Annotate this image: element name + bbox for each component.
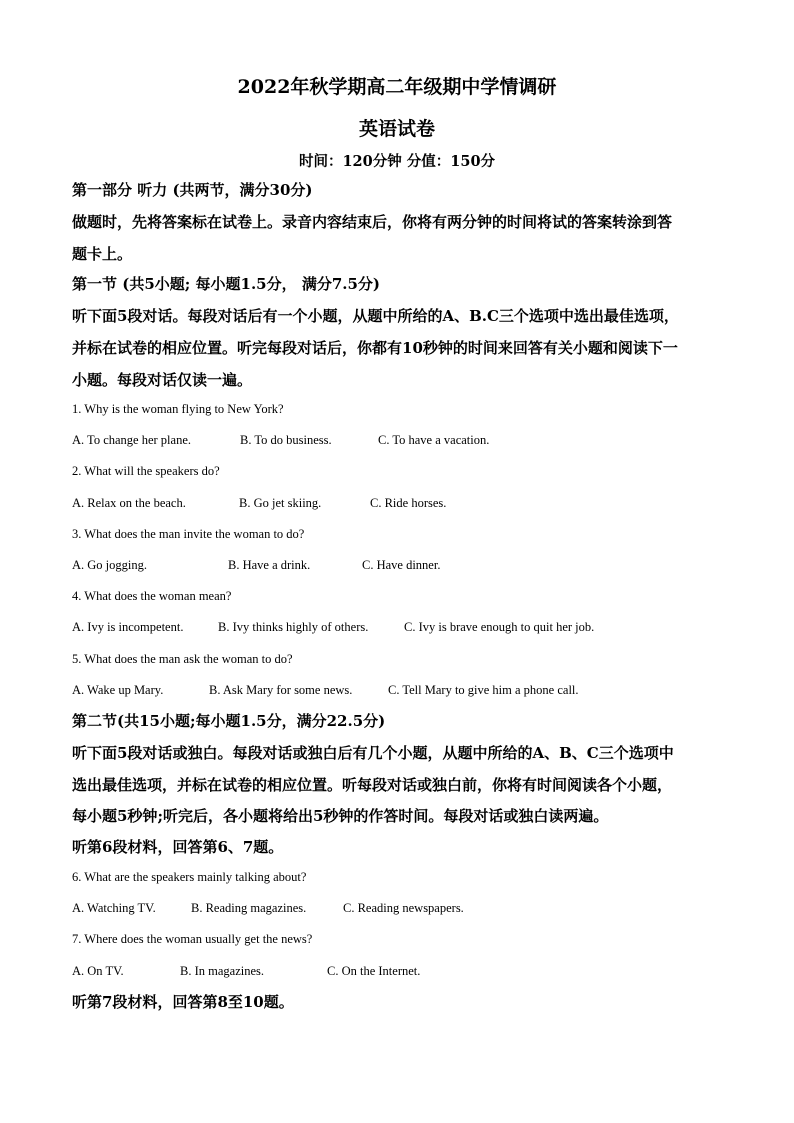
material-7-heading: 听第7段材料，回答第8至10题。 xyxy=(72,993,294,1011)
question-stem: 1. Why is the woman flying to New York? xyxy=(72,402,284,416)
section1-instruction-line: 并标在试卷的相应位置。听完每段对话后，你都有10秒钟的时间来回答有关小题和阅读下一 xyxy=(72,339,678,357)
section2-instruction-line: 每小题5秒钟;听完后，各小题将给出5秒钟的作答时间。每段对话或独白读两遍。 xyxy=(72,807,609,825)
option-c: C. Ivy is brave enough to quit her job. xyxy=(404,620,595,634)
option-b: B. Have a drink. xyxy=(228,558,311,572)
question-stem: 5. What does the man ask the woman to do? xyxy=(72,652,293,666)
question-stem: 7. Where does the woman usually get the news? xyxy=(72,932,313,946)
exam-subtitle: 英语试卷 xyxy=(358,118,435,140)
option-c: C. Tell Mary to give him a phone call. xyxy=(388,683,579,697)
part1-instruction-line: 做题时，先将答案标在试卷上。录音内容结束后，你将有两分钟的时间将试的答案转涂到答 xyxy=(72,213,673,231)
question-stem: 3. What does the man invite the woman to do? xyxy=(72,527,305,541)
option-b: B. Go jet skiing. xyxy=(239,496,322,510)
option-c: C. On the Internet. xyxy=(327,964,421,978)
section2-heading: 第二节(共15小题;每小题1.5分，满分22.5分) xyxy=(72,712,386,730)
option-c: C. Reading newspapers. xyxy=(343,901,464,915)
option-c: C. Ride horses. xyxy=(370,496,447,510)
section1-instruction-line: 听下面5段对话。每段对话后有一个小题，从题中所给的A、B.C三个选项中选出最佳选项， xyxy=(72,307,679,325)
part1-heading: 第一部分 听力 (共两节，满分30分) xyxy=(72,181,313,199)
option-a: A. Go jogging. xyxy=(72,558,147,572)
exam-time-score: 时间：120分钟 分值：150分 xyxy=(298,153,496,170)
option-a: A. Ivy is incompetent. xyxy=(72,620,184,634)
section1-heading: 第一节 (共5小题; 每小题1.5分， 满分7.5分) xyxy=(72,275,381,293)
material-6-heading: 听第6段材料，回答第6、7题。 xyxy=(72,838,284,856)
question-stem: 4. What does the woman mean? xyxy=(72,589,232,603)
question-stem: 2. What will the speakers do? xyxy=(72,464,220,478)
option-c: C. Have dinner. xyxy=(362,558,441,572)
option-a: A. Wake up Mary. xyxy=(72,683,164,697)
option-a: A. Watching TV. xyxy=(72,901,156,915)
question-stem: 6. What are the speakers mainly talking about? xyxy=(72,870,307,884)
section2-instruction-line: 听下面5段对话或独白。每段对话或独白后有几个小题，从题中所给的A、B、C三个选项中 xyxy=(72,744,674,762)
option-c: C. To have a vacation. xyxy=(378,433,490,447)
section1-instruction-line: 小题。每段对话仅读一遍。 xyxy=(72,371,253,389)
option-b: B. Ivy thinks highly of others. xyxy=(218,620,369,634)
part1-instruction-line: 题卡上。 xyxy=(72,245,133,263)
option-b: B. Reading magazines. xyxy=(191,901,307,915)
option-b: B. In magazines. xyxy=(180,964,265,978)
option-a: A. To change her plane. xyxy=(72,433,191,447)
option-a: A. Relax on the beach. xyxy=(72,496,186,510)
section2-instruction-line: 选出最佳选项，并标在试卷的相应位置。听每段对话或独白前，你将有时间阅读各个小题， xyxy=(72,776,673,794)
option-b: B. Ask Mary for some news. xyxy=(209,683,353,697)
exam-title: 2022年秋学期高二年级期中学情调研 xyxy=(237,76,557,98)
option-a: A. On TV. xyxy=(72,964,124,978)
option-b: B. To do business. xyxy=(240,433,332,447)
